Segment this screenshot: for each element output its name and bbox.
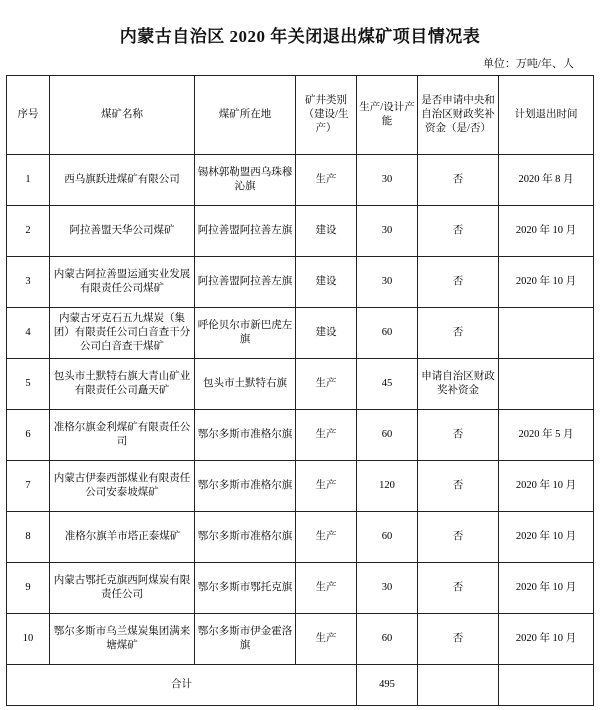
- table-header-row: [7, 76, 594, 155]
- header-exit-date: 计划退出时间: [499, 76, 594, 155]
- cell-mine-name: 阿拉善盟天华公司煤矿: [50, 206, 195, 257]
- total-capacity: 495: [357, 665, 418, 706]
- cell-no: 1: [7, 155, 50, 206]
- cell-location: 鄂尔多斯市准格尔旗: [195, 512, 296, 563]
- cell-mine-name: 准格尔旗金利煤矿有限责任公司: [50, 410, 195, 461]
- cell-mine-name: 内蒙古阿拉善盟运通实业发展有限责任公司煤矿: [50, 257, 195, 308]
- cell-capacity: 30: [357, 206, 418, 257]
- cell-mine-type: 建设: [296, 308, 357, 359]
- cell-location: 鄂尔多斯市伊金霍洛旗: [195, 614, 296, 665]
- cell-award: 否: [418, 512, 499, 563]
- total-date-empty: [499, 665, 594, 706]
- cell-award: 否: [418, 410, 499, 461]
- header-capacity: 生产/设计产能: [357, 76, 418, 155]
- page-title: 内蒙古自治区 2020 年关闭退出煤矿项目情况表: [119, 27, 481, 46]
- cell-exit-date: 2020 年 10 月: [499, 614, 594, 665]
- cell-exit-date: [499, 308, 594, 359]
- cell-exit-date: 2020 年 8 月: [499, 155, 594, 206]
- cell-capacity: 60: [357, 410, 418, 461]
- header-award: 是否申请中央和自治区财政奖补资金（是/否）: [418, 76, 499, 155]
- cell-location: 阿拉善盟阿拉善左旗: [195, 257, 296, 308]
- cell-exit-date: [499, 359, 594, 410]
- table-row: [7, 155, 594, 206]
- table-row: [7, 512, 594, 563]
- cell-mine-type: 生产: [296, 461, 357, 512]
- table-row: [7, 563, 594, 614]
- table-row: [7, 614, 594, 665]
- cell-mine-type: 建设: [296, 206, 357, 257]
- table-row: [7, 410, 594, 461]
- cell-mine-type: 生产: [296, 563, 357, 614]
- cell-mine-name: 准格尔旗羊市塔正泰煤矿: [50, 512, 195, 563]
- cell-capacity: 30: [357, 257, 418, 308]
- cell-capacity: 60: [357, 512, 418, 563]
- table-header: [7, 76, 594, 155]
- cell-no: 3: [7, 257, 50, 308]
- cell-no: 7: [7, 461, 50, 512]
- header-mine-name: 煤矿名称: [50, 76, 195, 155]
- header-no: 序号: [7, 76, 50, 155]
- cell-award: 否: [418, 563, 499, 614]
- cell-capacity: 60: [357, 308, 418, 359]
- cell-no: 2: [7, 206, 50, 257]
- cell-award: 否: [418, 257, 499, 308]
- cell-no: 6: [7, 410, 50, 461]
- cell-award: 否: [418, 206, 499, 257]
- cell-location: 鄂尔多斯市鄂托克旗: [195, 563, 296, 614]
- cell-award: 否: [418, 308, 499, 359]
- cell-mine-name: 西乌旗跃进煤矿有限公司: [50, 155, 195, 206]
- cell-no: 5: [7, 359, 50, 410]
- table-row: [7, 308, 594, 359]
- cell-no: 10: [7, 614, 50, 665]
- cell-exit-date: 2020 年 10 月: [499, 563, 594, 614]
- cell-exit-date: 2020 年 10 月: [499, 461, 594, 512]
- cell-mine-type: 生产: [296, 359, 357, 410]
- cell-capacity: 120: [357, 461, 418, 512]
- cell-location: 阿拉善盟阿拉善左旗: [195, 206, 296, 257]
- cell-capacity: 45: [357, 359, 418, 410]
- cell-no: 8: [7, 512, 50, 563]
- cell-award: 否: [418, 461, 499, 512]
- cell-exit-date: 2020 年 10 月: [499, 512, 594, 563]
- table-body: [7, 155, 594, 706]
- cell-mine-name: 内蒙古牙克石五九煤炭（集团）有限责任公司白音查干分公司白音查干煤矿: [50, 308, 195, 359]
- cell-exit-date: 2020 年 5 月: [499, 410, 594, 461]
- cell-capacity: 30: [357, 563, 418, 614]
- total-award-empty: [418, 665, 499, 706]
- cell-location: 鄂尔多斯市准格尔旗: [195, 410, 296, 461]
- cell-award: 否: [418, 155, 499, 206]
- cell-location: 包头市土默特右旗: [195, 359, 296, 410]
- cell-mine-name: 内蒙古鄂托克旗西阿煤炭有限责任公司: [50, 563, 195, 614]
- cell-no: 9: [7, 563, 50, 614]
- cell-capacity: 30: [357, 155, 418, 206]
- cell-location: 锡林郭勒盟西乌珠穆沁旗: [195, 155, 296, 206]
- cell-no: 4: [7, 308, 50, 359]
- cell-mine-name: 包头市土默特右旗大青山矿业有限责任公司矗天矿: [50, 359, 195, 410]
- cell-capacity: 60: [357, 614, 418, 665]
- cell-mine-name: 内蒙古伊泰西部煤业有限责任公司安泰坡煤矿: [50, 461, 195, 512]
- cell-award: 否: [418, 614, 499, 665]
- table-row: [7, 461, 594, 512]
- table-row: [7, 206, 594, 257]
- cell-mine-name: 鄂尔多斯市乌兰煤炭集团满来塘煤矿: [50, 614, 195, 665]
- cell-exit-date: 2020 年 10 月: [499, 257, 594, 308]
- cell-location: 呼伦贝尔市新巴虎左旗: [195, 308, 296, 359]
- table-row: [7, 359, 594, 410]
- cell-mine-type: 生产: [296, 155, 357, 206]
- cell-mine-type: 生产: [296, 614, 357, 665]
- cell-exit-date: 2020 年 10 月: [499, 206, 594, 257]
- table-total-row: [7, 665, 594, 706]
- header-location: 煤矿所在地: [195, 76, 296, 155]
- cell-mine-type: 建设: [296, 257, 357, 308]
- cell-award: 申请自治区财政奖补资金: [418, 359, 499, 410]
- unit-note: 单位：万吨/年、人: [482, 58, 574, 70]
- cell-mine-type: 生产: [296, 410, 357, 461]
- total-label: 合计: [7, 665, 357, 706]
- cell-location: 鄂尔多斯市准格尔旗: [195, 461, 296, 512]
- header-mine-type: 矿井类别（建设/生产）: [296, 76, 357, 155]
- table-row: [7, 257, 594, 308]
- cell-mine-type: 生产: [296, 512, 357, 563]
- mine-exit-table: [6, 75, 594, 706]
